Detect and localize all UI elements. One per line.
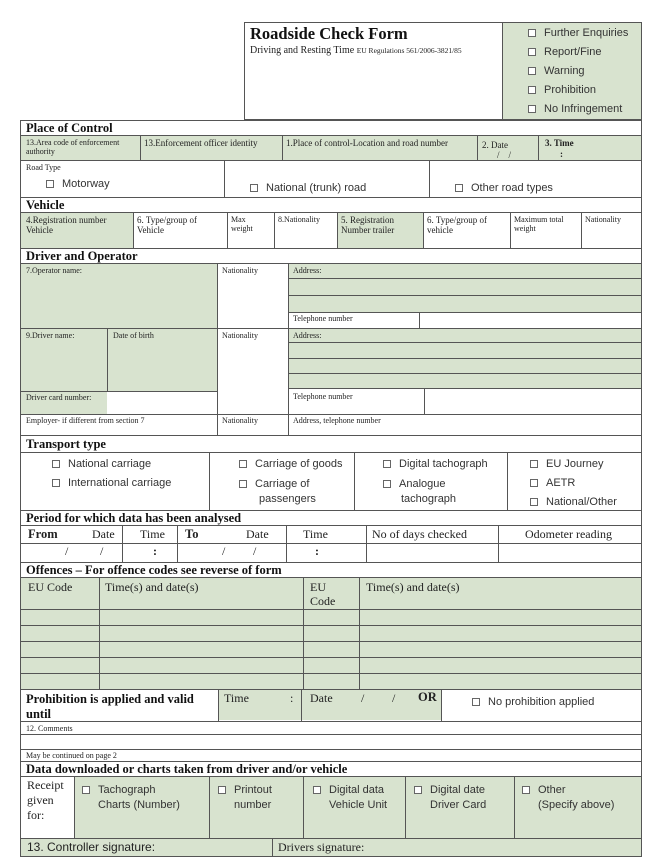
road-motorway[interactable]: Motorway xyxy=(46,178,110,190)
controller-signature-field[interactable]: 13. Controller signature: xyxy=(27,840,156,854)
operator-telephone-field[interactable]: Telephone number xyxy=(293,314,353,323)
period-to-time-label: Time xyxy=(303,527,328,541)
checkbox-icon[interactable] xyxy=(528,67,536,75)
from-time-sep: : xyxy=(153,544,157,558)
road-other[interactable]: Other road types xyxy=(455,182,553,194)
road-type-label: Road Type xyxy=(26,163,61,172)
checkbox-icon[interactable] xyxy=(530,498,538,506)
operator-nationality-field[interactable]: Nationality xyxy=(222,266,258,275)
road-national[interactable]: National (trunk) road xyxy=(250,182,366,194)
prohibition-time-field[interactable]: Time xyxy=(224,691,249,705)
international-carriage-option[interactable]: International carriage xyxy=(52,477,171,489)
carriage-passengers-option[interactable]: Carriage of passengers xyxy=(239,477,316,507)
checkbox-icon[interactable] xyxy=(383,480,391,488)
max-total-weight-field[interactable]: Maximum total weight xyxy=(514,215,564,233)
continued-note: May be continued on page 2 xyxy=(26,751,117,760)
checkbox-icon[interactable] xyxy=(528,105,536,113)
analogue-tachograph-option[interactable]: Analogue tachograph xyxy=(383,477,456,507)
prohibition-or-label: OR xyxy=(418,690,437,704)
tachograph-charts-option[interactable]: Tachograph Charts (Number) xyxy=(82,783,180,813)
offence-times-header: Time(s) and date(s) xyxy=(105,580,199,594)
driver-name-field[interactable]: 9.Driver name: xyxy=(26,331,75,340)
carriage-goods-option[interactable]: Carriage of goods xyxy=(239,458,342,470)
period-to-label: To xyxy=(185,527,199,541)
odometer-label: Odometer reading xyxy=(525,527,612,541)
form-subtitle xyxy=(250,45,462,56)
date-separators: / / xyxy=(497,150,512,160)
national-other-option[interactable]: National/Other xyxy=(530,496,617,508)
days-checked-label: No of days checked xyxy=(372,527,467,541)
receipt-given-label: Receipt given for: xyxy=(27,778,64,822)
vehicle-type-field[interactable]: 6. Type/group of Vehicle xyxy=(137,215,197,235)
checkbox-icon[interactable] xyxy=(530,460,538,468)
printout-option[interactable]: Printout number xyxy=(218,783,272,813)
checkbox-icon[interactable] xyxy=(82,786,90,794)
outcome-list xyxy=(528,27,628,122)
no-prohibition-option[interactable]: No prohibition applied xyxy=(472,696,594,708)
checkbox-icon[interactable] xyxy=(218,786,226,794)
other-option[interactable]: Other (Specify above) xyxy=(522,783,614,813)
aetr-option[interactable]: AETR xyxy=(530,477,575,489)
time-separator: : xyxy=(560,149,563,159)
checkbox-icon[interactable] xyxy=(455,184,463,192)
driver-address-field[interactable]: Address: xyxy=(293,331,322,340)
outcome-warning[interactable]: Warning xyxy=(528,65,628,84)
outcome-no-infringement[interactable]: No Infringement xyxy=(528,103,628,122)
checkbox-icon[interactable] xyxy=(239,480,247,488)
section-place-of-control: Place of Control xyxy=(26,121,113,135)
outcome-further-enquiries[interactable]: Further Enquiries xyxy=(528,27,628,46)
checkbox-icon[interactable] xyxy=(414,786,422,794)
driver-card-field[interactable]: Driver card number: xyxy=(26,393,92,402)
to-date-sep-1: / xyxy=(222,544,226,558)
form-title: Roadside Check Form xyxy=(250,24,408,43)
officer-identity-field[interactable]: 13.Enforcement officer identity xyxy=(144,138,258,148)
employer-nationality-field[interactable]: Nationality xyxy=(222,416,258,425)
vehicle-registration-field[interactable]: 4.Registration number Vehicle xyxy=(26,215,107,235)
employer-field[interactable]: Employer- if different from section 7 xyxy=(26,416,145,425)
checkbox-icon[interactable] xyxy=(522,786,530,794)
prohibition-date-sep-1: / xyxy=(361,691,365,705)
offence-eu-code-header-2: EU Code xyxy=(310,580,336,608)
period-from-label: From xyxy=(28,527,58,541)
checkbox-icon[interactable] xyxy=(528,29,536,37)
checkbox-icon[interactable] xyxy=(528,86,536,94)
vehicle-nationality-field[interactable]: 8.Nationality xyxy=(278,215,320,224)
from-date-sep-1: / xyxy=(65,544,69,558)
digital-tachograph-option[interactable]: Digital tachograph xyxy=(383,458,488,470)
max-weight-field[interactable]: Max weight xyxy=(231,215,253,233)
prohibition-date-sep-2: / xyxy=(392,691,396,705)
section-transport-type: Transport type xyxy=(26,437,106,451)
area-code-field[interactable]: 13.Area code of enforcement authority xyxy=(26,138,120,156)
comments-label: 12. Comments xyxy=(26,724,73,733)
subtitle-regulations: EU Regulations 561/2006-3821/85 xyxy=(356,46,462,55)
operator-address-field[interactable]: Address: xyxy=(293,266,322,275)
employer-address-field[interactable]: Address, telephone number xyxy=(293,416,381,425)
outcome-prohibition[interactable]: Prohibition xyxy=(528,84,628,103)
time-field[interactable]: 3. Time xyxy=(545,138,574,148)
prohibition-time-sep: : xyxy=(290,691,294,705)
checkbox-icon[interactable] xyxy=(313,786,321,794)
checkbox-icon[interactable] xyxy=(472,698,480,706)
date-of-birth-field[interactable]: Date of birth xyxy=(113,331,154,340)
period-from-date-label: Date xyxy=(92,527,115,541)
checkbox-icon[interactable] xyxy=(46,180,54,188)
trailer-type-field[interactable]: 6. Type/group of vehicle xyxy=(427,215,487,235)
offence-times-header-2: Time(s) and date(s) xyxy=(366,580,460,594)
eu-journey-option[interactable]: EU Journey xyxy=(530,458,603,470)
vehicle-unit-option[interactable]: Digital data Vehicle Unit xyxy=(313,783,387,813)
checkbox-icon[interactable] xyxy=(530,479,538,487)
driver-telephone-field[interactable]: Telephone number xyxy=(293,392,353,401)
section-data-downloaded: Data downloaded or charts taken from driver and/or vehicle xyxy=(26,762,348,776)
prohibition-label: Prohibition is applied and valid until xyxy=(26,692,194,721)
outcome-report-fine[interactable]: Report/Fine xyxy=(528,46,628,65)
section-period-analysed: Period for which data has been analysed xyxy=(26,511,242,525)
prohibition-date-field[interactable]: Date xyxy=(310,691,333,705)
checkbox-icon[interactable] xyxy=(383,460,391,468)
trailer-nationality-field[interactable]: Nationality xyxy=(585,215,621,224)
to-time-sep: : xyxy=(315,544,319,558)
period-from-time-label: Time xyxy=(140,527,165,541)
offence-eu-code-header: EU Code xyxy=(28,580,73,594)
location-field[interactable]: 1.Place of control-Location and road number xyxy=(286,138,448,148)
checkbox-icon[interactable] xyxy=(239,460,247,468)
driver-card-option[interactable]: Digital date Driver Card xyxy=(414,783,486,813)
trailer-registration-field[interactable]: 5. Registration Number trailer xyxy=(341,215,395,235)
section-driver-operator: Driver and Operator xyxy=(26,249,138,263)
section-vehicle: Vehicle xyxy=(26,198,65,212)
date-field[interactable]: 2. Date xyxy=(482,140,508,150)
from-date-sep-2: / xyxy=(100,544,104,558)
driver-nationality-field[interactable]: Nationality xyxy=(222,331,258,340)
national-carriage-option[interactable]: National carriage xyxy=(52,458,151,470)
driver-signature-field[interactable]: Drivers signature: xyxy=(278,840,365,854)
section-offences: Offences – For offence codes see reverse of form xyxy=(26,563,282,577)
checkbox-icon[interactable] xyxy=(52,479,60,487)
to-date-sep-2: / xyxy=(253,544,257,558)
checkbox-icon[interactable] xyxy=(52,460,60,468)
operator-name-field[interactable]: 7.Operator name: xyxy=(26,266,82,275)
subtitle-main: Driving and Resting Time xyxy=(250,45,357,56)
period-to-date-label: Date xyxy=(246,527,269,541)
checkbox-icon[interactable] xyxy=(528,48,536,56)
checkbox-icon[interactable] xyxy=(250,184,258,192)
